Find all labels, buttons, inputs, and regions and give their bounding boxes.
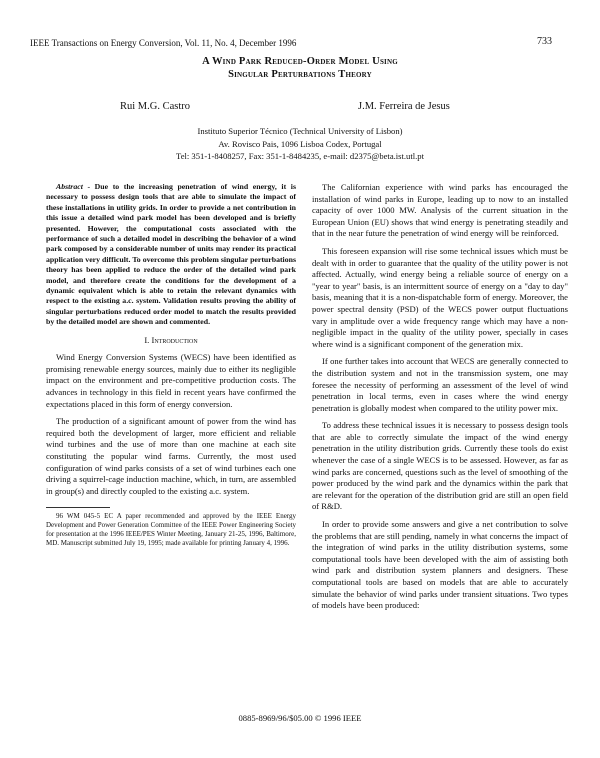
- copyright-line: 0885-8969/96/$05.00 © 1996 IEEE: [238, 713, 362, 723]
- journal-header: IEEE Transactions on Energy Conversion, Vol. 11, No. 4, December 1996: [30, 38, 297, 48]
- page-number: 733: [537, 36, 552, 47]
- affiliation-address: Av. Rovisco Pais, 1096 Lisboa Codex, Portugal: [218, 138, 382, 149]
- right-paragraph-1: The Californian experience with wind parks has encouraged the installation of wind parks in Europe, leading up to now to an installed capacity of over 1000 MW. Analysis of the current situation in the European Union (EU) shows that wind energy is penetrating steadily and that in the near future the penetration of wind energy will be reinforced.: [312, 182, 568, 239]
- section-heading-introduction: I. Introduction: [144, 334, 198, 345]
- footnote-divider: [46, 507, 110, 508]
- affiliation-contact: Tel: 351-1-8408257, Fax: 351-1-8484235, e-mail: d2375@beta.ist.utl.pt: [176, 151, 424, 162]
- author-2: J.M. Ferreira de Jesus: [358, 101, 450, 112]
- right-paragraph-2: This foreseen expansion will rise some technical issues which must be dealt with in order to guarantee that the quality of the utility power is not affected. Actually, wind energy being a reliable source of energy on a "year to year" basis, is an intermittent source of energy on a "day to day" basis, meaning that it is a non-dispatchable form of energy. Moreover, the power spectral density (PSD) of the WECS power output fluctuations vary in amplitude over a wide frequency range which may have a non-negligible impact in the quality of the utility power, specially in cases where wind is a significant component of the generation mix.: [312, 245, 568, 349]
- right-paragraph-3: If one further takes into account that WECS are generally connected to the distribution system and not in the transmission system, one may foresee the necessity of performing an assessment of the level of wind penetration in local terms, even in cases where the wind energy penetration is globally modest when compared to the utility power mix.: [312, 356, 568, 413]
- left-column: [46, 182, 296, 554]
- title-line-1: A Wind Park Reduced-Order Model Using: [202, 56, 398, 67]
- affiliation: [0, 125, 600, 163]
- intro-paragraph-1: Wind Energy Conversion Systems (WECS) have been identified as promising renewable energy sources, mainly due to either its negligible impact on the environment and pre-competitive production costs. The advances in technology in this field in recent years have confirmed the expectations placed in this form of energy conversion.: [46, 352, 296, 409]
- abstract: [46, 182, 296, 328]
- right-paragraph-5: In order to provide some answers and give a net contribution to solve the problems that are still pending, namely in what concerns the impact of the integration of wind parks in the utility distribution systems, some computational tools have been developed with the aim of assisting both wind park and distribution system planners and designers. These computational tools are based on models that are able to accurately simulate the behavior of wind parks under transient situations. Two types of models have been produced:: [312, 519, 568, 611]
- abstract-text: - Due to the increasing penetration of wind energy, it is necessary to possess design tools that are able to simulate the impact of these installations in utility grids. In order to provide a net contribution in this issue a detailed wind park model has been developed and is briefly presented. However, the computational costs associated with the performance of such a detailed model in describing the behavior of a wind park composed by a considerable number of units may render its practical application very difficult. To overcome this problem singular perturbations theory has been applied to reduce the order of the detailed wind park model, and therefore create the conditions for the development of a dynamic equivalent which is able to retain the relevant dynamics with respect to the existing a.c. system. Validation results proving the ability of singular perturbations reduced order model to match the results provided by the detailed model are shown and commented.: [46, 182, 296, 327]
- author-1: Rui M.G. Castro: [120, 101, 191, 112]
- right-paragraph-4: To address these technical issues it is necessary to possess design tools that are able to correctly simulate the impact of the wind energy penetration in the utility distribution grids. Currently these tools do exist whenever the case of a single WECS is to be assessed. However, as far as wind parks are concerned, questions such as the level of smoothing of the power produced by the wind park and the dynamics within the park that are relevant for the operation of the distribution grid are still an open field of R&D.: [312, 420, 568, 512]
- right-column: [312, 182, 568, 618]
- title-line-2: Singular Perturbations Theory: [228, 69, 372, 80]
- intro-paragraph-2: The production of a significant amount of power from the wind has required both the development of larger, more efficient and reliable wind turbines and the use of more than one machine at each site constituting the popular wind farms. Currently, the most used configuration of wind parks consists of a set of wind turbines each one driving a squirrel-cage induction machine, which, in turn, are assembled in group(s) and directly coupled to the existing a.c. system.: [46, 416, 296, 496]
- paper-title: [0, 55, 600, 81]
- affiliation-institution: Instituto Superior Técnico (Technical University of Lisbon): [197, 126, 403, 136]
- footnote: 96 WM 045-5 EC A paper recommended and approved by the IEEE Energy Development and Power Generation Committee of the IEEE Power Engineering Society for presentation at the 1996 IEEE/PES Winter Meeting, January 21-25, 1996, Baltimore, MD. Manuscript submitted July 19, 1995; made available for printing January 4, 1996.: [46, 512, 296, 548]
- abstract-lead: Abstract: [56, 182, 83, 191]
